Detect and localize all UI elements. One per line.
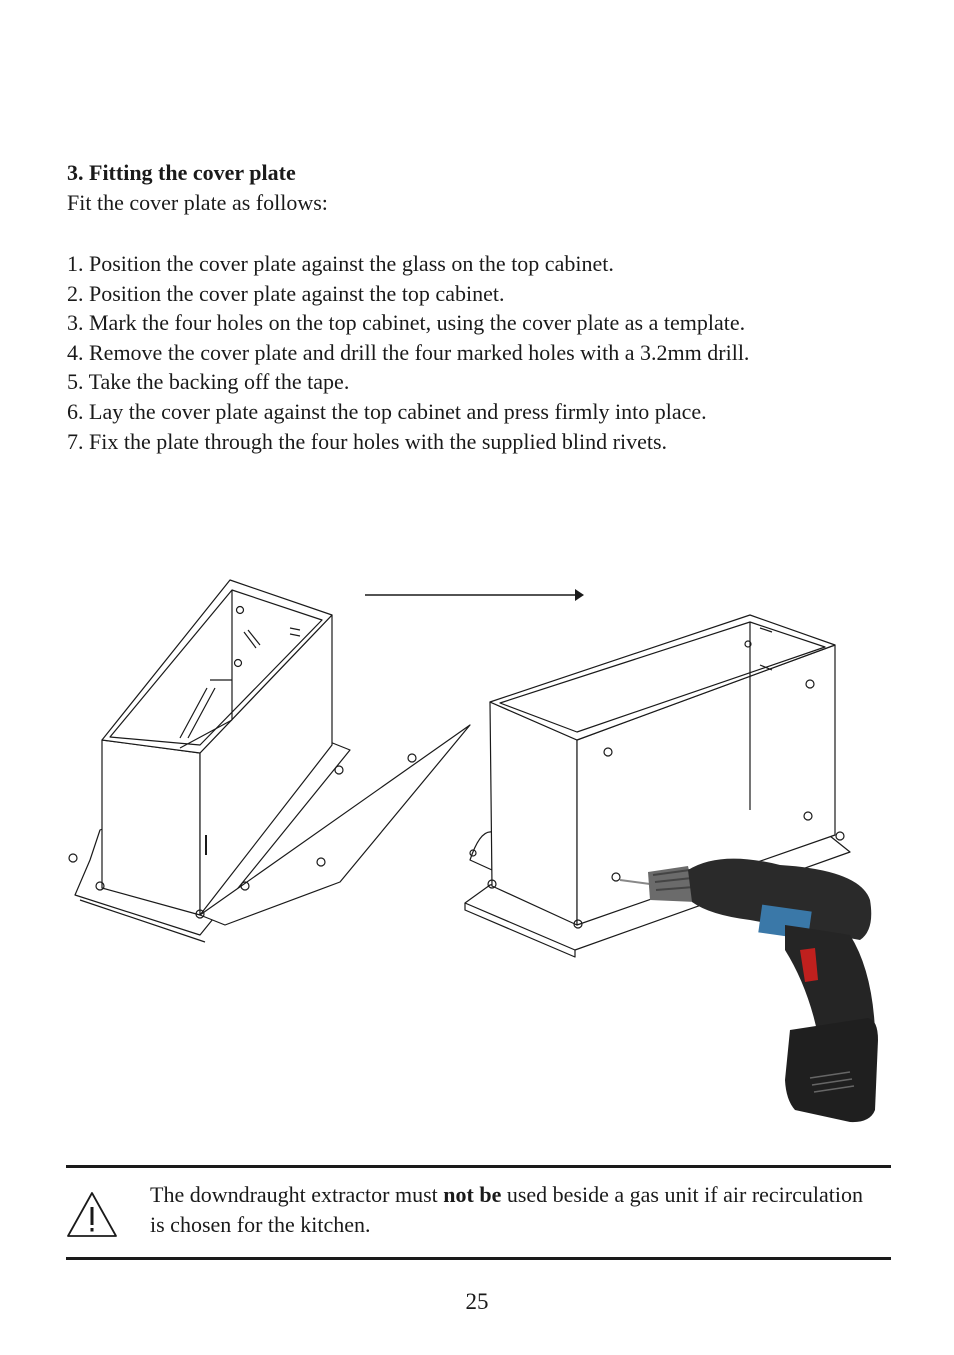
instruction-steps <box>67 249 749 456</box>
step-item: 5. Take the backing off the tape. <box>67 369 350 395</box>
step-item: 7. Fix the plate through the four holes with the supplied blind rivets. <box>67 428 668 454</box>
warning-top-rule <box>66 1165 891 1168</box>
arrow-right-icon <box>365 589 584 601</box>
warning-triangle-icon <box>66 1190 118 1238</box>
section-heading: 3. Fitting the cover plate <box>67 160 296 185</box>
cover-plate-fitting-illustration <box>60 570 900 1130</box>
step-item: 2. Position the cover plate against the top cabinet. <box>67 280 505 306</box>
section-intro: Fit the cover plate as follows: <box>67 190 328 215</box>
step-item: 6. Lay the cover plate against the top cabinet and press firmly into place. <box>67 398 707 424</box>
step-item: 4. Remove the cover plate and drill the four marked holes with a 3.2mm drill. <box>67 339 750 365</box>
step-item: 1. Position the cover plate against the glass on the top cabinet. <box>67 251 614 276</box>
warning-bottom-rule <box>66 1257 891 1260</box>
page-number: 25 <box>465 1289 489 1314</box>
cabinet-before-illustration <box>69 580 470 942</box>
warning-text-part: The downdraught extractor must <box>150 1182 444 1207</box>
warning-emphasis: not be <box>443 1182 502 1207</box>
cordless-drill-illustration <box>620 859 878 1123</box>
step-item: 3. Mark the four holes on the top cabinet, using the cover plate as a template. <box>67 310 746 336</box>
warning-text <box>150 1180 870 1240</box>
warning-text-part: used beside a gas unit if air recirculation is chosen for the kitchen. <box>150 1182 863 1237</box>
